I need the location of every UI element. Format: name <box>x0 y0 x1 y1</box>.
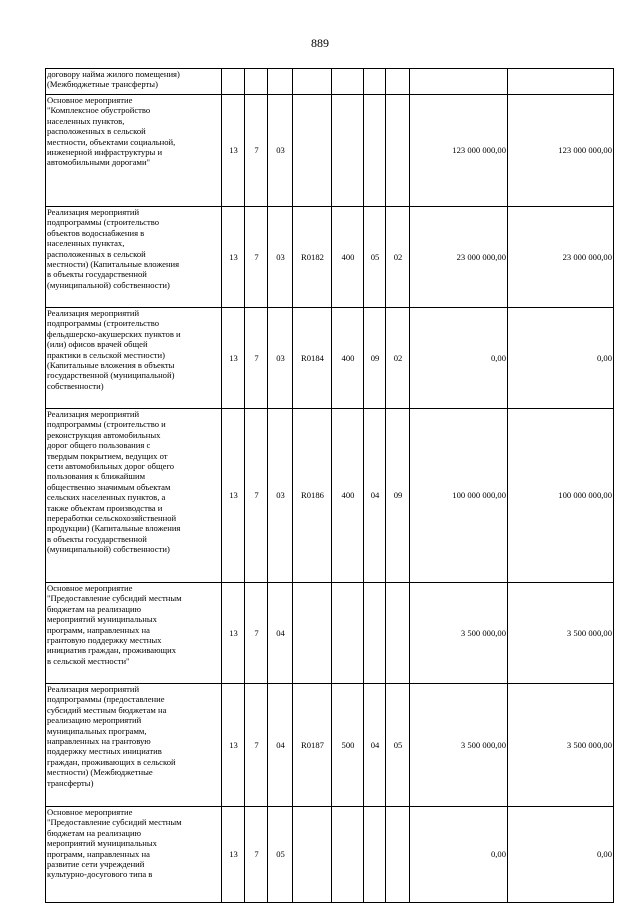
table-row <box>46 807 614 903</box>
cell-target-article-text: R0182 <box>301 251 324 262</box>
cell-expense-type <box>332 409 364 583</box>
table-row <box>46 308 614 409</box>
cell-code-1 <box>222 807 245 903</box>
cell-target-article <box>293 308 332 409</box>
cell-code-1 <box>222 409 245 583</box>
cell-code-2 <box>245 308 268 409</box>
cell-subsection <box>386 409 410 583</box>
cell-code-3 <box>268 207 293 308</box>
cell-target-article <box>293 583 332 684</box>
cell-target-article <box>293 684 332 807</box>
cell-amount-2 <box>508 95 614 207</box>
cell-amount-1 <box>410 409 508 583</box>
cell-code-3-text: 04 <box>276 627 285 638</box>
row-name <box>46 308 222 409</box>
cell-amount-2 <box>508 583 614 684</box>
cell-subsection <box>386 95 410 207</box>
cell-subsection <box>386 308 410 409</box>
cell-subsection <box>386 207 410 308</box>
cell-expense-type <box>332 308 364 409</box>
cell-code-3-text: 03 <box>276 352 285 363</box>
cell-code-1-text: 13 <box>229 352 238 363</box>
cell-code-1-text: 13 <box>229 739 238 750</box>
cell-amount-2-text: 100 000 000,00 <box>558 490 612 501</box>
cell-expense-type <box>332 95 364 207</box>
cell-code-2-text: 7 <box>254 251 259 262</box>
cell-amount-1-text: 0,00 <box>490 849 506 860</box>
table-row <box>46 684 614 807</box>
table-row <box>46 69 614 95</box>
cell-amount-2 <box>508 409 614 583</box>
cell-amount-2 <box>508 807 614 903</box>
row-name <box>46 95 222 207</box>
cell-expense-type-text: 400 <box>341 490 355 501</box>
cell-code-1 <box>222 583 245 684</box>
row-name <box>46 207 222 308</box>
row-name-text: Основное мероприятие "Комплексное обустройство населенных пунктов, расположенных в сельской местности, объектами социальной, инженерной инфраструктуры и автомобильными дорогами" <box>47 95 176 168</box>
cell-subsection-text: 02 <box>393 251 403 262</box>
cell-amount-1 <box>410 207 508 308</box>
cell-amount-1-text: 3 500 000,00 <box>460 739 506 750</box>
cell-code-2 <box>245 807 268 903</box>
cell-amount-1 <box>410 69 508 95</box>
cell-section <box>364 69 386 95</box>
cell-amount-2-text: 123 000 000,00 <box>558 145 612 156</box>
cell-code-3 <box>268 308 293 409</box>
cell-expense-type-text: 500 <box>341 739 355 750</box>
cell-code-3 <box>268 95 293 207</box>
row-name <box>46 409 222 583</box>
table-row <box>46 95 614 207</box>
cell-amount-1-text: 0,00 <box>490 352 506 363</box>
cell-code-3 <box>268 583 293 684</box>
row-name-text: Реализация мероприятий подпрограммы (строительство фельдшерско-акушерских пунктов и (или) офисов врачей общей практики в сельской местности) (Капитальные вложения в объекты государственной (муниципальной) собственности) <box>47 308 181 391</box>
cell-code-2 <box>245 207 268 308</box>
cell-code-2-text: 7 <box>254 849 259 860</box>
cell-amount-2-text: 3 500 000,00 <box>566 739 612 750</box>
cell-amount-1-text: 23 000 000,00 <box>456 251 506 262</box>
cell-subsection <box>386 583 410 684</box>
table-row <box>46 583 614 684</box>
cell-code-2 <box>245 409 268 583</box>
cell-code-3 <box>268 807 293 903</box>
row-name-text: договору найма жилого помещения) (Межбюджетные трансферты) <box>47 69 180 90</box>
cell-code-3-text: 04 <box>276 739 285 750</box>
cell-amount-1 <box>410 684 508 807</box>
cell-code-3-text: 03 <box>276 490 285 501</box>
cell-code-1-text: 13 <box>229 251 238 262</box>
cell-code-1 <box>222 95 245 207</box>
cell-code-1-text: 13 <box>229 627 238 638</box>
cell-amount-1 <box>410 583 508 684</box>
cell-code-2 <box>245 684 268 807</box>
cell-code-3 <box>268 684 293 807</box>
row-name-text: Реализация мероприятий подпрограммы (строительство и реконструкция автомобильных дорог общего пользования с твердым покрытием, ведущих от сети автомобильных дорог общего пользования к ближайшим общественно значимым объектам сельских населенных пунктов, а также объектам производства и переработки сельскохозяйственной продукции) (Капитальные вложения в объекты государственной (муниципальной) собственности) <box>47 409 181 555</box>
cell-target-article-text: R0184 <box>301 352 324 363</box>
cell-subsection <box>386 807 410 903</box>
row-name-text: Основное мероприятие "Предоставление субсидий местным бюджетам на реализацию мероприятий муниципальных программ, направленных на грантовую поддержку местных инициатив граждан, проживающих в сельской местности" <box>47 583 182 666</box>
cell-subsection-text: 05 <box>393 739 403 750</box>
cell-expense-type-text: 400 <box>341 352 355 363</box>
cell-expense-type <box>332 69 364 95</box>
cell-amount-2 <box>508 69 614 95</box>
cell-amount-1 <box>410 95 508 207</box>
cell-code-2 <box>245 69 268 95</box>
page-number: 889 <box>311 36 329 50</box>
cell-code-2 <box>245 95 268 207</box>
row-name-text: Реализация мероприятий подпрограммы (строительство объектов водоснабжения в населенных пунктах, расположенных в сельской местности) (Капитальные вложения в объекты государственной (муниципальной) собственности) <box>47 207 180 290</box>
cell-code-2-text: 7 <box>254 145 259 156</box>
cell-amount-1-text: 123 000 000,00 <box>452 145 506 156</box>
cell-expense-type-text: 400 <box>341 251 355 262</box>
cell-section <box>364 807 386 903</box>
cell-amount-2 <box>508 207 614 308</box>
cell-code-2 <box>245 583 268 684</box>
cell-subsection-text: 09 <box>393 490 403 501</box>
cell-section <box>364 308 386 409</box>
cell-code-1 <box>222 69 245 95</box>
cell-expense-type <box>332 684 364 807</box>
cell-code-2-text: 7 <box>254 627 259 638</box>
cell-code-3-text: 03 <box>276 251 285 262</box>
cell-code-3 <box>268 409 293 583</box>
cell-section-text: 04 <box>370 739 380 750</box>
cell-code-1-text: 13 <box>229 490 238 501</box>
table-row <box>46 207 614 308</box>
cell-code-1 <box>222 207 245 308</box>
cell-code-3-text: 05 <box>276 849 285 860</box>
cell-expense-type <box>332 583 364 684</box>
cell-code-2-text: 7 <box>254 490 259 501</box>
cell-amount-1 <box>410 308 508 409</box>
cell-code-1-text: 13 <box>229 145 238 156</box>
row-name <box>46 684 222 807</box>
row-name <box>46 807 222 903</box>
cell-expense-type <box>332 207 364 308</box>
cell-subsection <box>386 69 410 95</box>
row-name-text: Реализация мероприятий подпрограммы (предоставление субсидий местным бюджетам на реализацию мероприятий муниципальных программ, направленных на грантовую поддержку местных инициатив граждан, проживающих в сельской местности) (Межбюджетные трансферты) <box>47 684 176 788</box>
cell-subsection <box>386 684 410 807</box>
cell-section-text: 04 <box>370 490 380 501</box>
cell-amount-2-text: 0,00 <box>596 352 612 363</box>
cell-section <box>364 583 386 684</box>
cell-target-article-text: R0186 <box>301 490 324 501</box>
cell-code-1 <box>222 684 245 807</box>
cell-amount-2-text: 23 000 000,00 <box>562 251 612 262</box>
table-row <box>46 409 614 583</box>
cell-code-1-text: 13 <box>229 849 238 860</box>
row-name <box>46 583 222 684</box>
cell-amount-2 <box>508 684 614 807</box>
cell-amount-1-text: 3 500 000,00 <box>460 627 506 638</box>
cell-section <box>364 207 386 308</box>
cell-target-article <box>293 409 332 583</box>
cell-code-2-text: 7 <box>254 739 259 750</box>
cell-target-article <box>293 207 332 308</box>
cell-section-text: 05 <box>370 251 380 262</box>
cell-section <box>364 684 386 807</box>
cell-amount-1 <box>410 807 508 903</box>
cell-target-article-text: R0187 <box>301 739 324 750</box>
row-name <box>46 69 222 95</box>
cell-amount-2-text: 3 500 000,00 <box>566 627 612 638</box>
cell-expense-type <box>332 807 364 903</box>
cell-code-2-text: 7 <box>254 352 259 363</box>
cell-target-article <box>293 807 332 903</box>
row-name-text: Основное мероприятие "Предоставление субсидий местным бюджетам на реализацию мероприятий муниципальных программ, направленных на развитие сети учреждений культурно-досугового типа в <box>47 807 182 880</box>
cell-code-3 <box>268 69 293 95</box>
cell-target-article <box>293 95 332 207</box>
cell-amount-1-text: 100 000 000,00 <box>452 490 506 501</box>
cell-section <box>364 409 386 583</box>
cell-section <box>364 95 386 207</box>
cell-section-text: 09 <box>370 352 380 363</box>
cell-amount-2 <box>508 308 614 409</box>
cell-subsection-text: 02 <box>393 352 403 363</box>
cell-code-3-text: 03 <box>276 145 285 156</box>
table-body <box>46 69 614 903</box>
cell-code-1 <box>222 308 245 409</box>
budget-table <box>45 68 614 903</box>
cell-target-article <box>293 69 332 95</box>
cell-amount-2-text: 0,00 <box>596 849 612 860</box>
